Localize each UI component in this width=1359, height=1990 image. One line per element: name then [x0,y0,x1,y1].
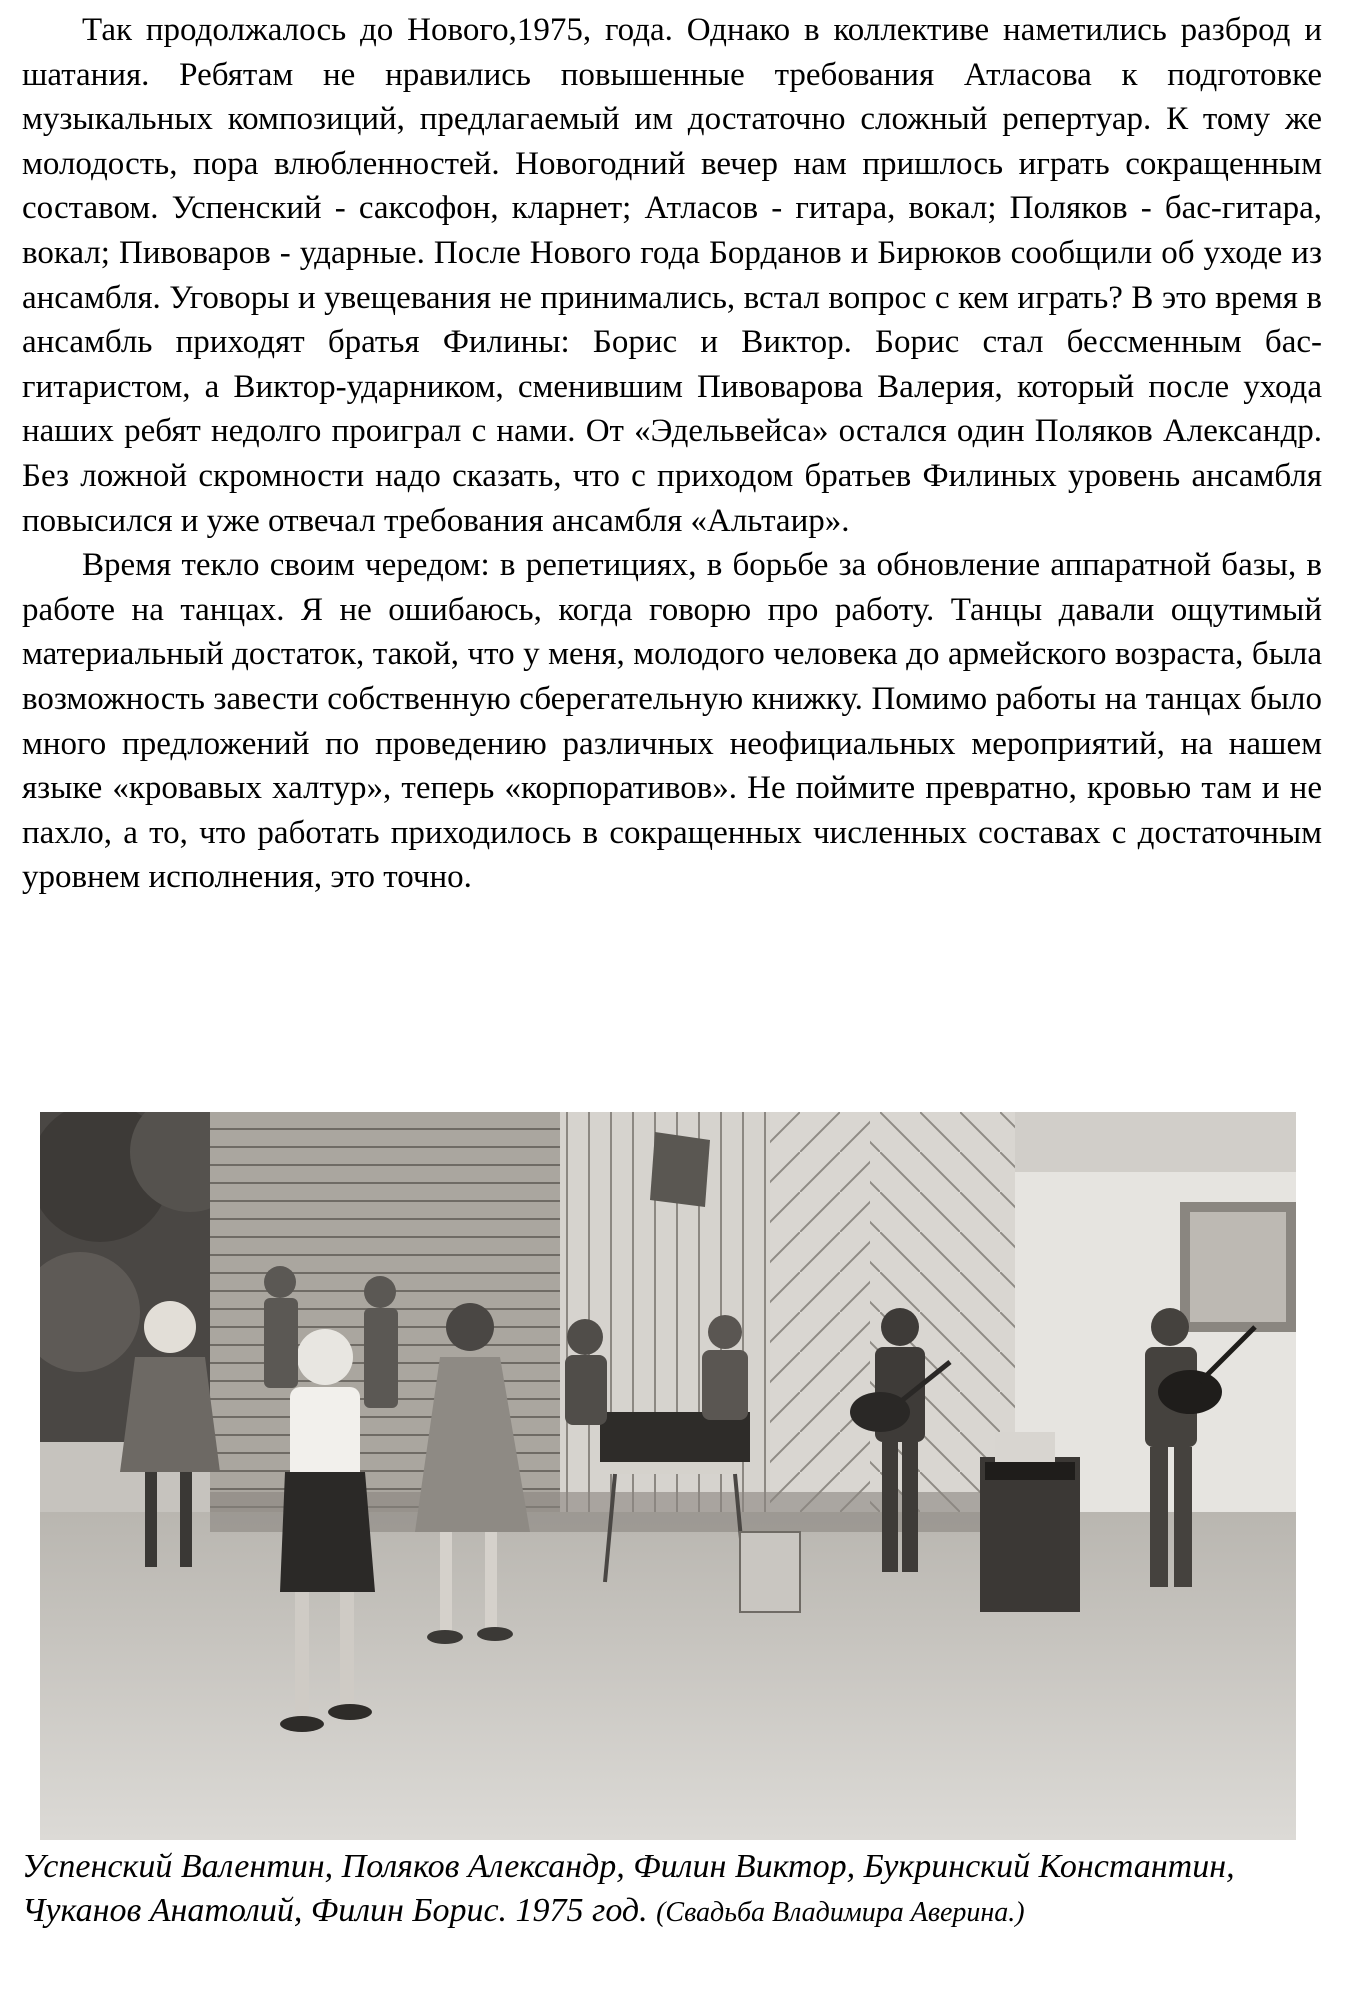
caption-note: (Свадьба Владимира Аверина.) [656,1897,1025,1928]
band-photo [40,1112,1296,1840]
wall-speaker [650,1132,710,1207]
photo-caption [22,1845,1322,1935]
chevron-wall-left [770,1112,870,1542]
ground [40,1512,1296,1840]
paragraph-2: Время текло своим чередом: в репетициях, в борьбе за обновление аппаратной базы, в работе на танцах. Я не ошибаюсь, когда говорю про работу. Танцы давали ощутимый материальный достаток, такой, что у меня, молодого человека до армейского возраста, была возможность завести собственную сберегательную книжку. Помимо работы на танцах было много предложений по проведению различных неофициальных мероприятий, на нашем языке «кровавых халтур», теперь «корпоративов». Не поймите превратно, кровью там и не пахло, а то, что работать приходилось в сокращенных численных составах с достаточным уровнем исполнения, это точно. [22,547,1322,896]
amplifier [980,1457,1080,1612]
caption-main: Успенский Валентин, Поляков Александр, Филин Виктор, Букринский Константин, Чуканов Анатолий, Филин Борис. 1975 год. [22,1848,1235,1929]
musician-2 [702,1315,748,1420]
article-body [22,8,1322,900]
musician-1 [565,1319,607,1425]
paragraph-1: Так продолжалось до Нового,1975, года. Однако в коллективе наметились разброд и шатания. Ребятам не нравились повышенные требования Атласова к подготовке музыкальных композиций, предлагаемый им достаточно сложный репертуар. К тому же молодость, пора влюбленностей. Новогодний вечер нам пришлось играть сокращенным составом. Успенский - саксофон, кларнет; Атласов - гитара, вокал; Поляков - бас-гитара, вокал; Пивоваров - ударные. После Нового года Борданов и Бирюков сообщили об уходе из ансамбля. Уговоры и увещевания не принимались, встал вопрос с кем играть? В это время в ансамбль приходят братья Филины: Борис и Виктор. Борис стал бессменным бас-гитаристом, а Виктор-ударником, сменившим Пивоварова Валерия, который после ухода наших ребят недолго проиграл с нами. От «Эдельвейса» остался один Поляков Александр. Без ложной скромности надо сказать, что с приходом братьев Филиных уровень ансамбля повысился и уже отвечал требования ансамбля «Альтаир». [22,12,1322,539]
